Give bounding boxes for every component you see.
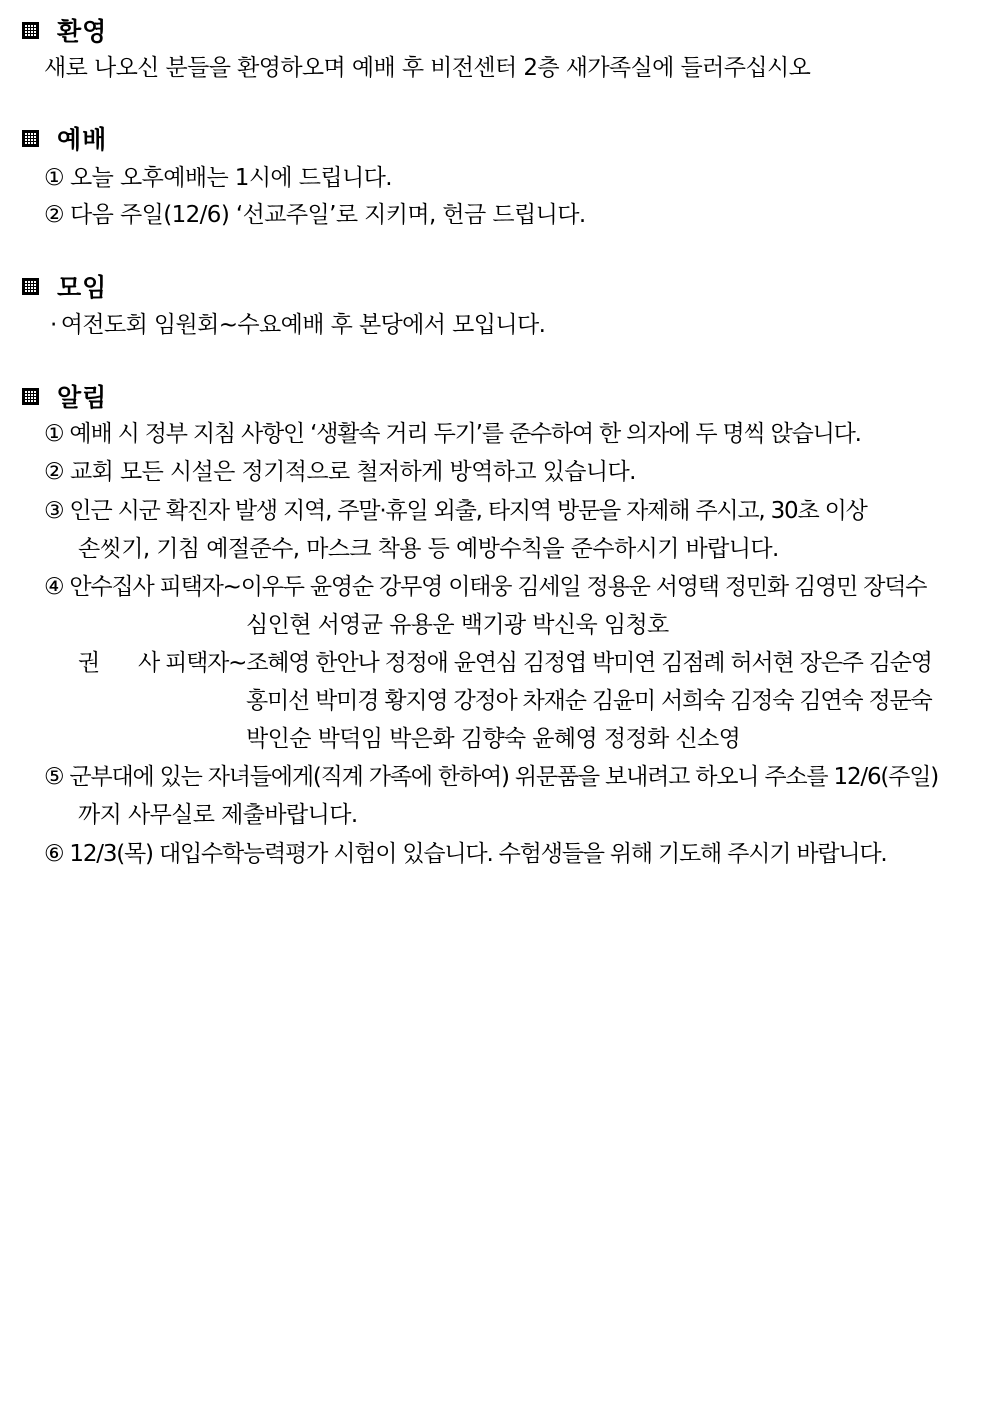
item-text: 예배 시 정부 지침 사항인 ‘생활속 거리 두기’를 준수하여 한 의자에 두 명씩 앉습니다. bbox=[69, 421, 861, 447]
notice-item-1 bbox=[44, 417, 861, 451]
item-number: ③ bbox=[44, 498, 64, 524]
item-text: 오늘 오후예배는 1시에 드립니다. bbox=[70, 165, 392, 191]
item-text: 다음 주일(12/6) ‘선교주일’로 지키며, 헌금 드립니다. bbox=[70, 202, 586, 228]
checkered-square-icon bbox=[22, 388, 39, 405]
item-number: ② bbox=[44, 202, 65, 228]
notice-item-3-line-1 bbox=[44, 494, 867, 528]
worship-title: 예배 bbox=[57, 125, 108, 154]
item-number: ① bbox=[44, 165, 65, 191]
item-text: 교회 모든 시설은 정기적으로 철저하게 방역하고 있습니다. bbox=[70, 459, 636, 485]
welcome-text: 새로 나오신 분들을 환영하오며 예배 후 비전센터 2층 새가족실에 들러주십시오 bbox=[44, 55, 811, 81]
item-text: 12/3(목) 대입수학능력평가 시험이 있습니다. 수험생들을 위해 기도해 주시기 바랍니다. bbox=[69, 841, 887, 867]
item-number: ⑤ bbox=[44, 764, 64, 790]
gwon-label: 권 bbox=[78, 650, 100, 676]
meeting-heading bbox=[22, 270, 107, 302]
notice-item-4-gwon-line-2: 홍미선 박미경 황지영 강정아 차재순 김윤미 서희숙 김정숙 김연숙 정문숙 bbox=[246, 688, 932, 714]
item-number: ④ bbox=[44, 574, 64, 600]
notice-item-4-line-2: 심인현 서영균 유용운 백기광 박신욱 임청호 bbox=[246, 612, 669, 638]
item-text: 인근 시군 확진자 발생 지역, 주말·휴일 외출, 타지역 방문을 자제해 주시고, 30초 이상 bbox=[69, 498, 867, 524]
notice-title: 알림 bbox=[57, 383, 108, 412]
worship-heading bbox=[22, 122, 107, 154]
bullet-dot: · bbox=[50, 312, 57, 338]
notice-heading bbox=[22, 380, 107, 412]
item-text: 사 피택자~조혜영 한안나 정정애 윤연심 김정엽 박미연 김점례 허서현 장은주 김순영 bbox=[138, 650, 932, 676]
meeting-item bbox=[50, 308, 545, 342]
checkered-square-icon bbox=[22, 130, 39, 147]
item-number: ⑥ bbox=[44, 841, 64, 867]
notice-item-5-line-1 bbox=[44, 760, 938, 794]
worship-item-1 bbox=[44, 161, 392, 195]
welcome-heading bbox=[22, 14, 107, 46]
notice-item-2 bbox=[44, 455, 636, 489]
meeting-title: 모임 bbox=[57, 273, 108, 302]
checkered-square-icon bbox=[22, 278, 39, 295]
notice-item-3-line-2: 손씻기, 기침 예절준수, 마스크 착용 등 예방수칙을 준수하시기 바랍니다. bbox=[78, 536, 779, 562]
welcome-title: 환영 bbox=[57, 17, 108, 46]
item-number: ① bbox=[44, 421, 64, 447]
notice-item-6 bbox=[44, 837, 887, 871]
notice-item-4-line-1 bbox=[44, 570, 926, 604]
item-number: ② bbox=[44, 459, 65, 485]
worship-item-2 bbox=[44, 198, 586, 232]
item-text: 군부대에 있는 자녀들에게(직계 가족에 한하여) 위문품을 보내려고 하오니 주소를 12/6(주일) bbox=[69, 764, 938, 790]
item-text: 안수집사 피택자~이우두 윤영순 강무영 이태웅 김세일 정용운 서영택 정민화 김영민 장덕수 bbox=[69, 574, 927, 600]
checkered-square-icon bbox=[22, 22, 39, 39]
notice-item-5-line-2: 까지 사무실로 제출바랍니다. bbox=[78, 802, 358, 828]
item-text: 여전도회 임원회~수요예배 후 본당에서 모입니다. bbox=[60, 312, 546, 338]
notice-item-4-gwon-line-1 bbox=[78, 646, 932, 680]
notice-item-4-gwon-line-3: 박인순 박덕임 박은화 김향숙 윤혜영 정정화 신소영 bbox=[246, 726, 741, 752]
